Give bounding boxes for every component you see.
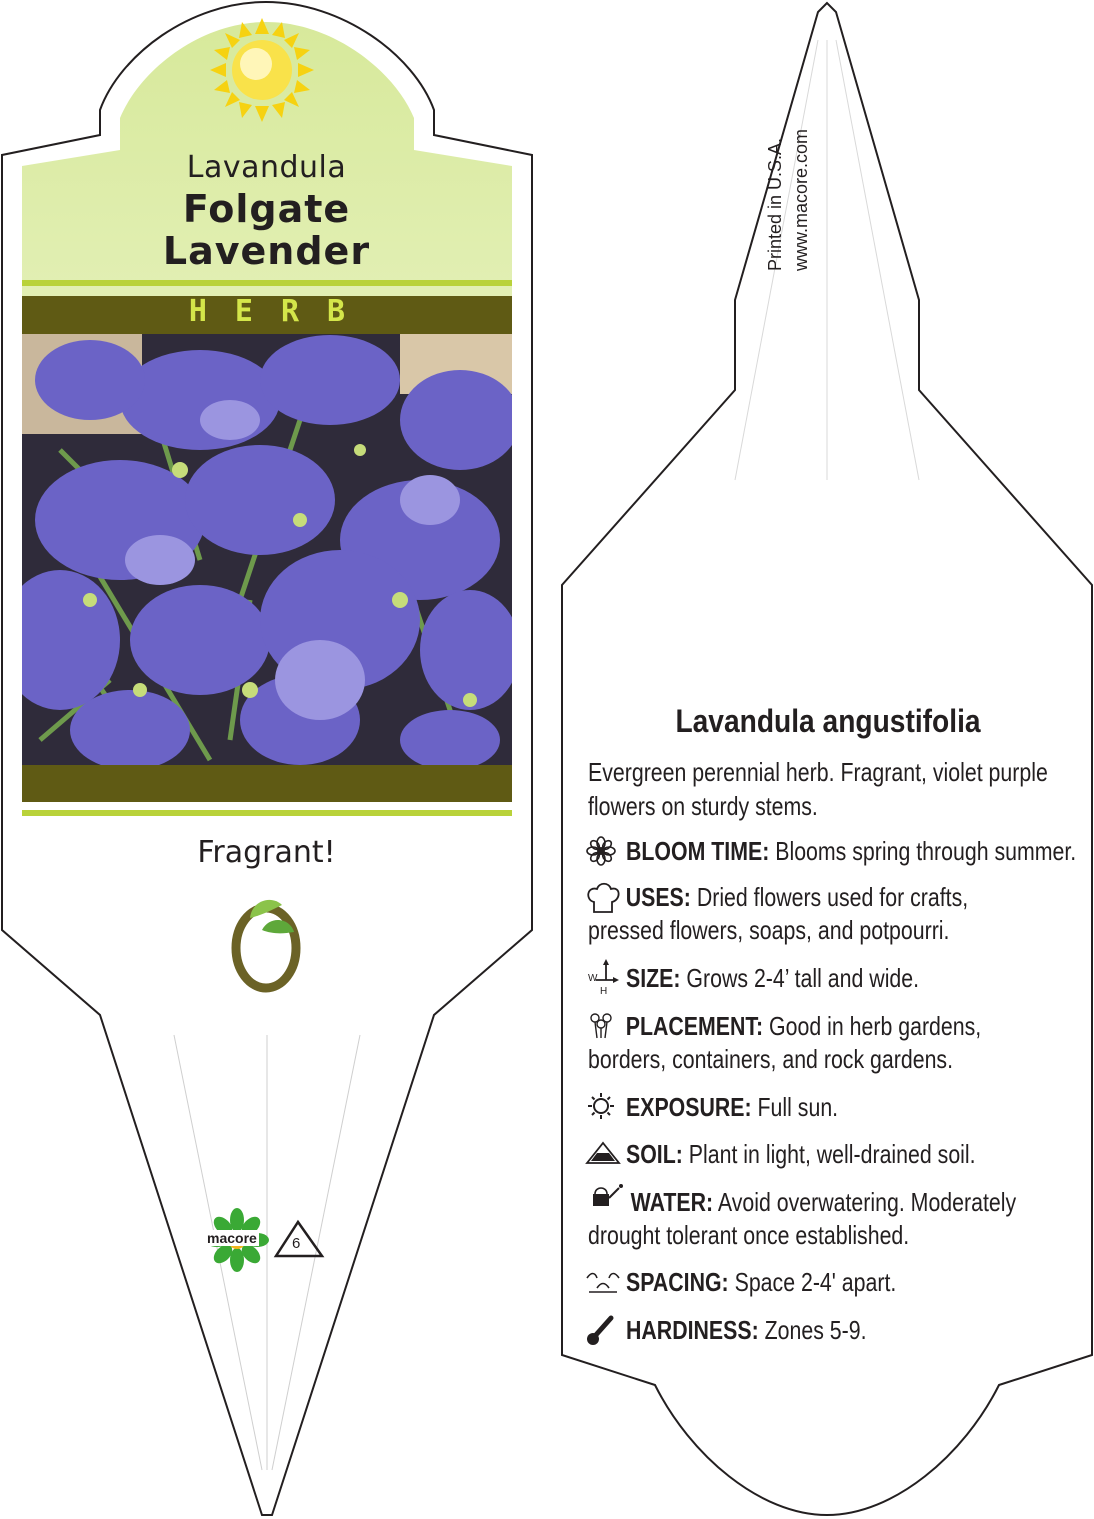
common-name-line2: Lavender: [162, 229, 371, 273]
size-height-letter: H: [600, 986, 608, 997]
row-exposure: EXPOSURE: Full sun.: [626, 1092, 839, 1122]
bottom-stripe: [22, 810, 512, 816]
common-name-line1: Folgate: [182, 187, 351, 231]
row-hardiness: HARDINESS: Zones 5-9.: [626, 1315, 867, 1345]
printed-info: [762, 71, 818, 271]
size-width-letter: W: [588, 973, 598, 984]
lavender-photo: [0, 334, 520, 770]
sun-exposure-icon: [210, 18, 314, 122]
website-label: www.macore.com: [791, 128, 811, 271]
row-bloom-time: BLOOM TIME: Blooms spring through summer.: [626, 836, 1077, 866]
row-spacing: SPACING: Space 2-4' apart.: [626, 1267, 897, 1297]
row-size: SIZE: Grows 2-4’ tall and wide.: [626, 963, 920, 993]
genus-name: Lavandula: [186, 150, 347, 185]
botanical-name: Lavandula angustifolia: [675, 703, 981, 739]
recycle-code: 6: [292, 1235, 301, 1252]
brand-name: macore: [207, 1230, 257, 1246]
top-stripe: [22, 280, 512, 286]
row-water: WATER: Avoid overwatering. Moderately drought tolerant once established.: [588, 1187, 1017, 1250]
printed-in-label: Printed in U.S.A.: [765, 137, 785, 271]
row-placement: PLACEMENT: Good in herb gardens, borders, containers, and rock gardens.: [588, 1011, 982, 1074]
row-soil: SOIL: Plant in light, well-drained soil.: [626, 1139, 976, 1169]
description: Evergreen perennial herb. Fragrant, violet purple flowers on sturdy stems.: [588, 757, 1048, 821]
tagline: Fragrant!: [197, 835, 336, 870]
row-uses: USES: Dried flowers used for crafts, pressed flowers, soaps, and potpourri.: [588, 882, 969, 945]
category-label: HERB: [188, 294, 374, 329]
photo-bottom-band: [22, 765, 512, 802]
